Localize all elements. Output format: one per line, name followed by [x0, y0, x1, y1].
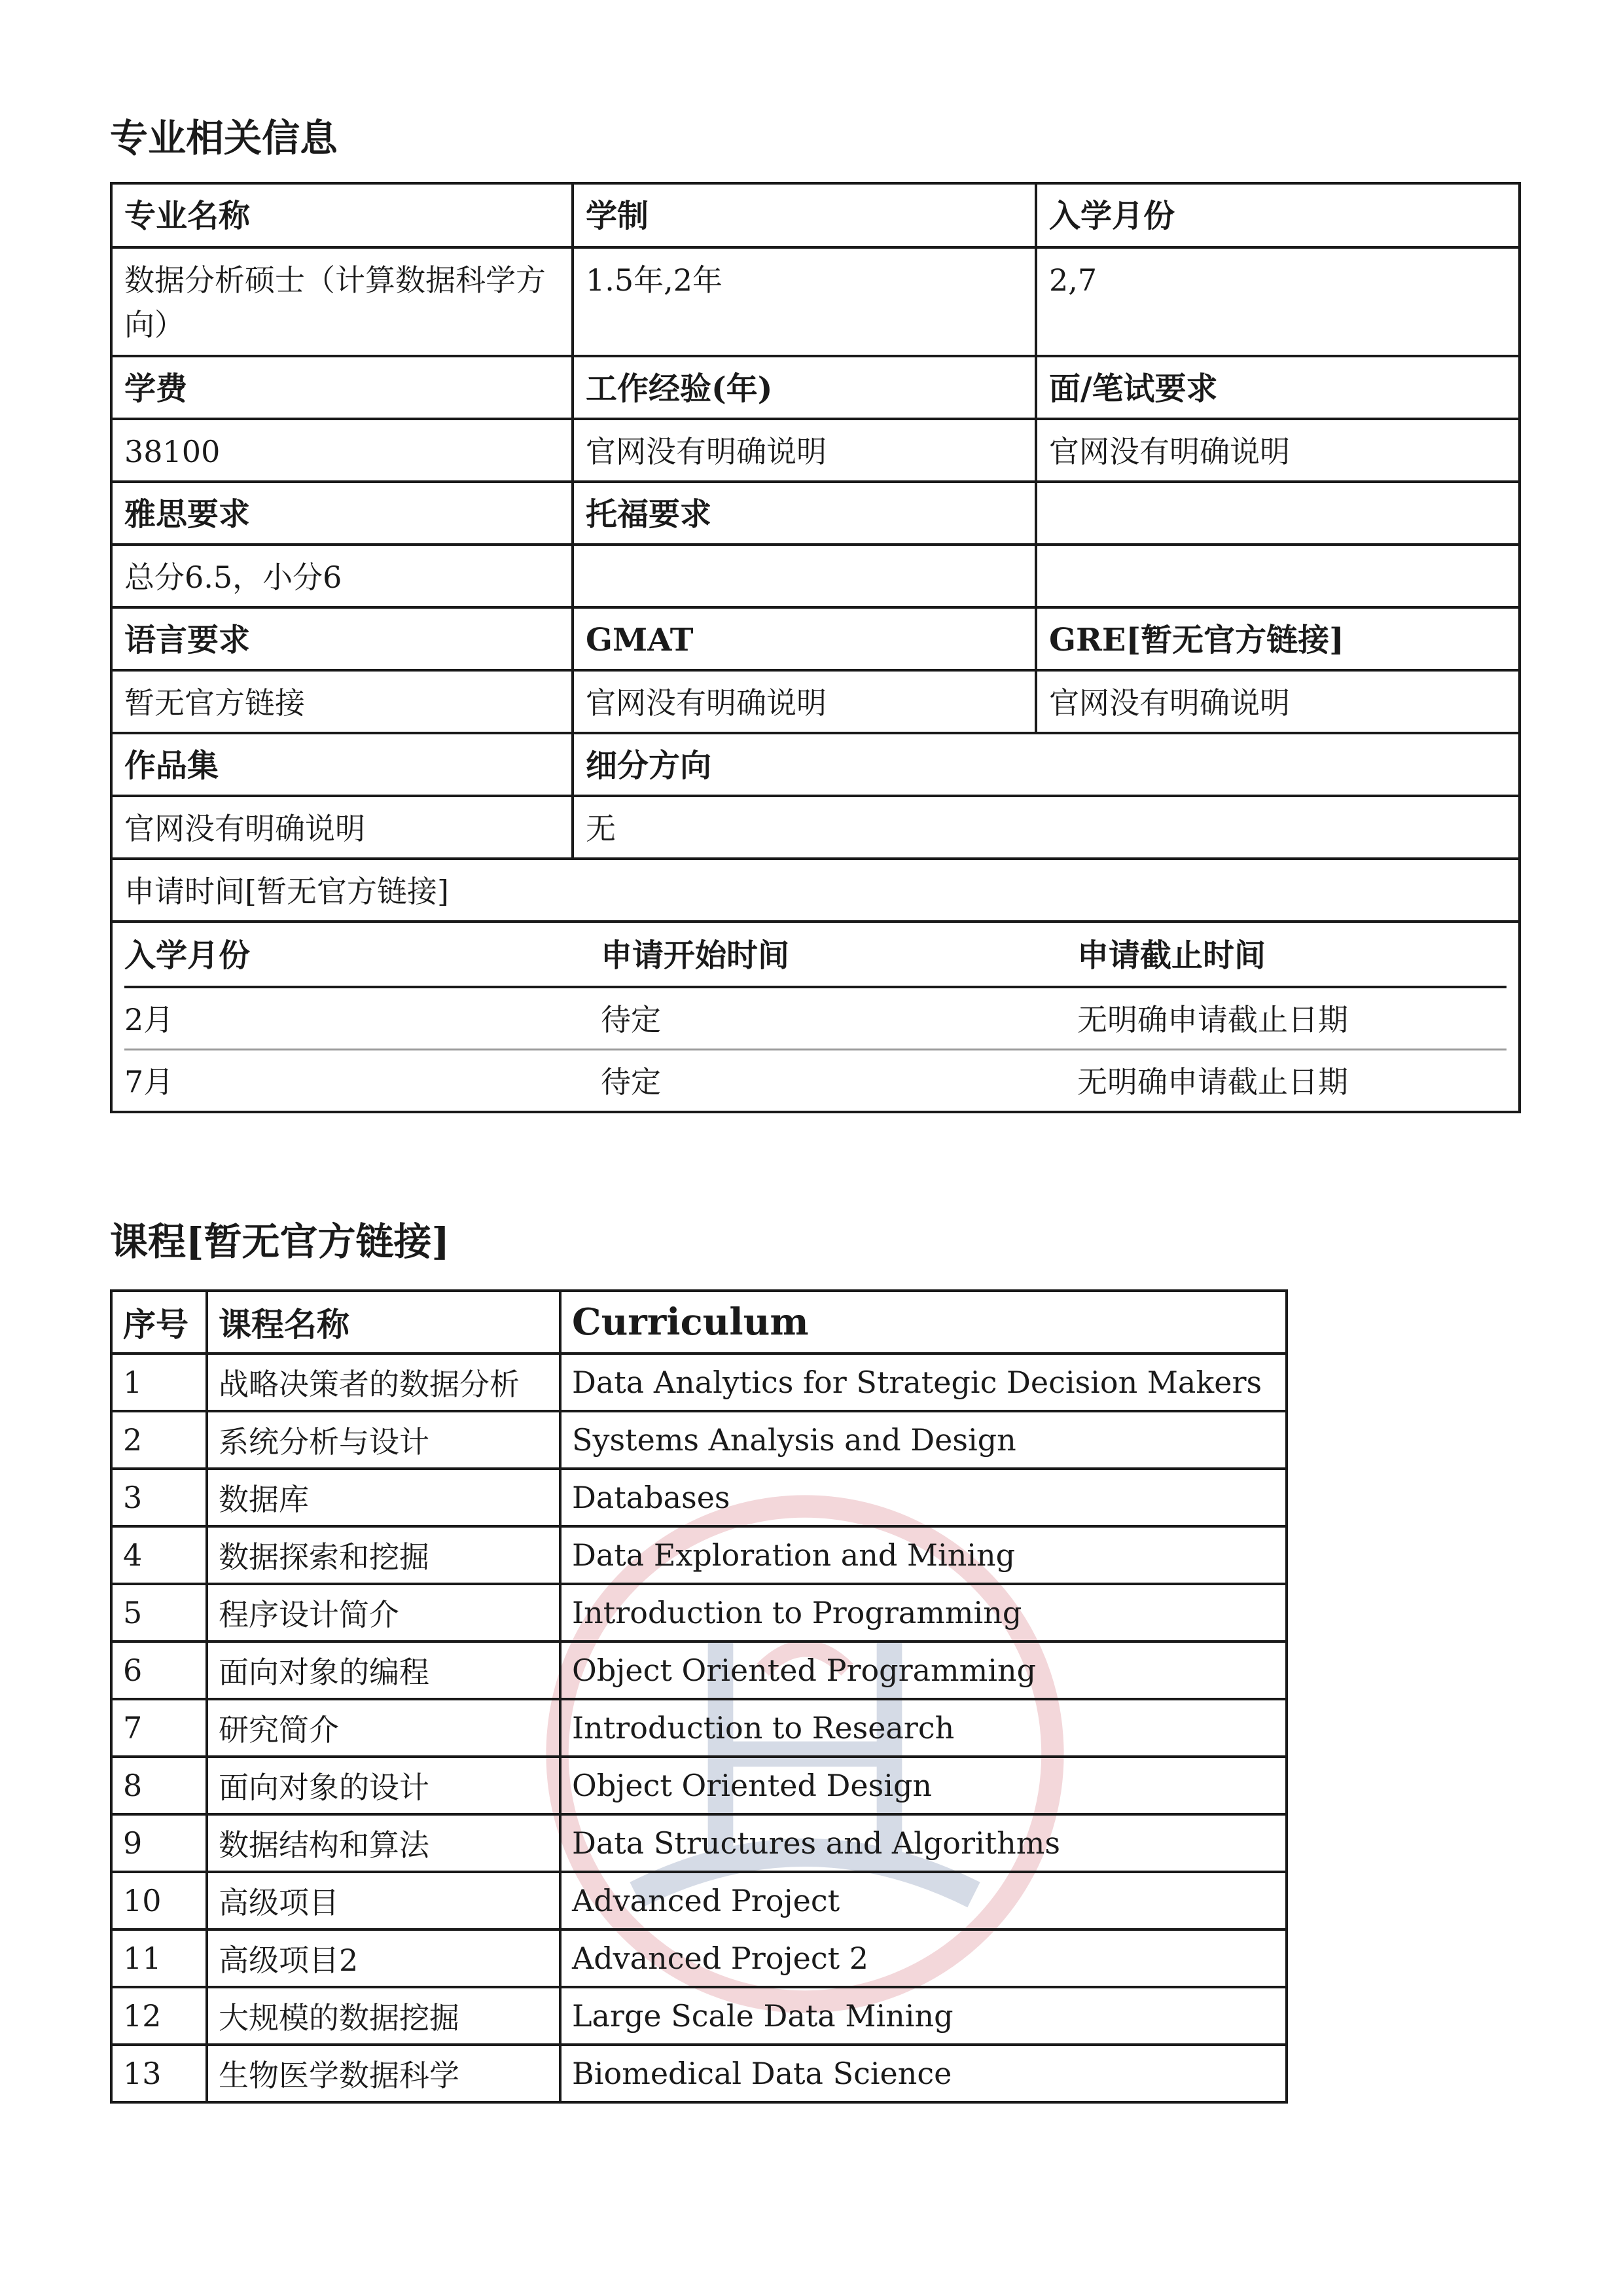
value-specialization: 无 — [573, 796, 1520, 859]
course-row — [111, 1814, 1287, 1872]
course-index: 8 — [111, 1757, 207, 1814]
schedule-header-start: 申请开始时间 — [601, 923, 1077, 987]
header-gre: GRE[暂无官方链接] — [1036, 607, 1520, 670]
empty-cell — [1036, 482, 1520, 545]
schedule-row-deadline: 无明确申请截止日期 — [1077, 987, 1507, 1050]
course-name-cn: 程序设计简介 — [207, 1584, 560, 1641]
course-row — [111, 1872, 1287, 1929]
schedule-row-intake: 2月 — [124, 987, 601, 1050]
course-row — [111, 1987, 1287, 2045]
course-name-en: Large Scale Data Mining — [560, 1987, 1287, 2045]
course-name-cn: 高级项目2 — [207, 1929, 560, 1987]
application-schedule-cell — [111, 922, 1520, 1112]
value-language-requirement: 暂无官方链接 — [111, 670, 573, 733]
header-ielts: 雅思要求 — [111, 482, 573, 545]
course-row — [111, 1757, 1287, 1814]
schedule-row-start: 待定 — [601, 1064, 661, 1100]
header-gmat: GMAT — [573, 607, 1036, 670]
course-name-cn: 面向对象的编程 — [207, 1641, 560, 1699]
course-name-cn: 系统分析与设计 — [207, 1411, 560, 1469]
section-title-curriculum: 课程[暂无官方链接] — [110, 1219, 450, 1264]
course-row — [111, 2045, 1287, 2102]
course-name-cn: 高级项目 — [207, 1872, 560, 1929]
course-row — [111, 1354, 1287, 1411]
course-name-en: Systems Analysis and Design — [560, 1411, 1287, 1469]
value-gre: 官网没有明确说明 — [1036, 670, 1520, 733]
course-name-en: Introduction to Programming — [560, 1584, 1287, 1641]
course-name-en: Data Exploration and Mining — [560, 1526, 1287, 1584]
course-index: 4 — [111, 1526, 207, 1584]
header-portfolio: 作品集 — [111, 733, 573, 796]
course-name-en: Object Oriented Programming — [560, 1641, 1287, 1699]
value-tuition: 38100 — [111, 419, 573, 482]
course-index: 12 — [111, 1987, 207, 2045]
course-row — [111, 1929, 1287, 1987]
course-header-index: 序号 — [111, 1291, 207, 1354]
header-language-requirement: 语言要求 — [111, 607, 573, 670]
header-duration: 学制 — [573, 183, 1036, 247]
course-name-cn: 数据库 — [207, 1469, 560, 1526]
course-name-cn: 数据结构和算法 — [207, 1814, 560, 1872]
course-name-cn: 数据探索和挖掘 — [207, 1526, 560, 1584]
value-portfolio: 官网没有明确说明 — [111, 796, 573, 859]
course-name-cn: 生物医学数据科学 — [207, 2045, 560, 2102]
course-name-en: Biomedical Data Science — [560, 2045, 1287, 2102]
section-title-program-info: 专业相关信息 — [110, 116, 338, 160]
application-schedule-table — [124, 923, 1507, 1111]
course-index: 1 — [111, 1354, 207, 1411]
course-row — [111, 1469, 1287, 1526]
schedule-row-deadline: 无明确申请截止日期 — [1077, 1064, 1348, 1100]
value-duration: 1.5年,2年 — [573, 247, 1036, 356]
course-name-en: Data Structures and Algorithms — [560, 1814, 1287, 1872]
course-name-en: Data Analytics for Strategic Decision Makers — [560, 1354, 1287, 1411]
value-interview-requirement: 官网没有明确说明 — [1036, 419, 1520, 482]
schedule-header-deadline: 申请截止时间 — [1077, 923, 1507, 987]
course-index: 9 — [111, 1814, 207, 1872]
course-name-en: Advanced Project — [560, 1872, 1287, 1929]
header-tuition: 学费 — [111, 356, 573, 419]
course-row — [111, 1411, 1287, 1469]
header-interview-requirement: 面/笔试要求 — [1036, 356, 1520, 419]
course-index: 5 — [111, 1584, 207, 1641]
header-specialization: 细分方向 — [573, 733, 1520, 796]
course-row — [111, 1699, 1287, 1757]
schedule-header-intake: 入学月份 — [124, 923, 601, 987]
course-index: 11 — [111, 1929, 207, 1987]
application-time-label: 申请时间[暂无官方链接] — [111, 859, 1520, 922]
course-index: 2 — [111, 1411, 207, 1469]
header-toefl: 托福要求 — [573, 482, 1036, 545]
course-row — [111, 1584, 1287, 1641]
header-program-name: 专业名称 — [111, 183, 573, 247]
course-index: 7 — [111, 1699, 207, 1757]
course-index: 13 — [111, 2045, 207, 2102]
course-index: 3 — [111, 1469, 207, 1526]
course-name-cn: 研究简介 — [207, 1699, 560, 1757]
value-toefl — [573, 545, 1036, 607]
course-name-cn: 大规模的数据挖掘 — [207, 1987, 560, 2045]
value-program-name: 数据分析硕士（计算数据科学方向） — [111, 247, 573, 356]
value-work-experience: 官网没有明确说明 — [573, 419, 1036, 482]
course-name-en: Introduction to Research — [560, 1699, 1287, 1757]
course-name-en: Advanced Project 2 — [560, 1929, 1287, 1987]
empty-cell — [1036, 545, 1520, 607]
course-header-curriculum: Curriculum — [560, 1291, 1287, 1354]
curriculum-table — [110, 1289, 1288, 2104]
program-info-table — [110, 182, 1521, 1113]
header-work-experience: 工作经验(年) — [573, 356, 1036, 419]
schedule-row-intake: 7月 — [124, 1064, 174, 1100]
course-name-en: Databases — [560, 1469, 1287, 1526]
value-intake-month: 2,7 — [1036, 247, 1520, 356]
schedule-row-start: 待定 — [601, 987, 1077, 1050]
value-gmat: 官网没有明确说明 — [573, 670, 1036, 733]
course-header-name: 课程名称 — [207, 1291, 560, 1354]
course-name-cn: 战略决策者的数据分析 — [207, 1354, 560, 1411]
course-index: 6 — [111, 1641, 207, 1699]
header-intake-month: 入学月份 — [1036, 183, 1520, 247]
course-name-cn: 面向对象的设计 — [207, 1757, 560, 1814]
course-name-en: Object Oriented Design — [560, 1757, 1287, 1814]
course-row — [111, 1641, 1287, 1699]
course-row — [111, 1526, 1287, 1584]
course-index: 10 — [111, 1872, 207, 1929]
value-ielts: 总分6.5，小分6 — [111, 545, 573, 607]
